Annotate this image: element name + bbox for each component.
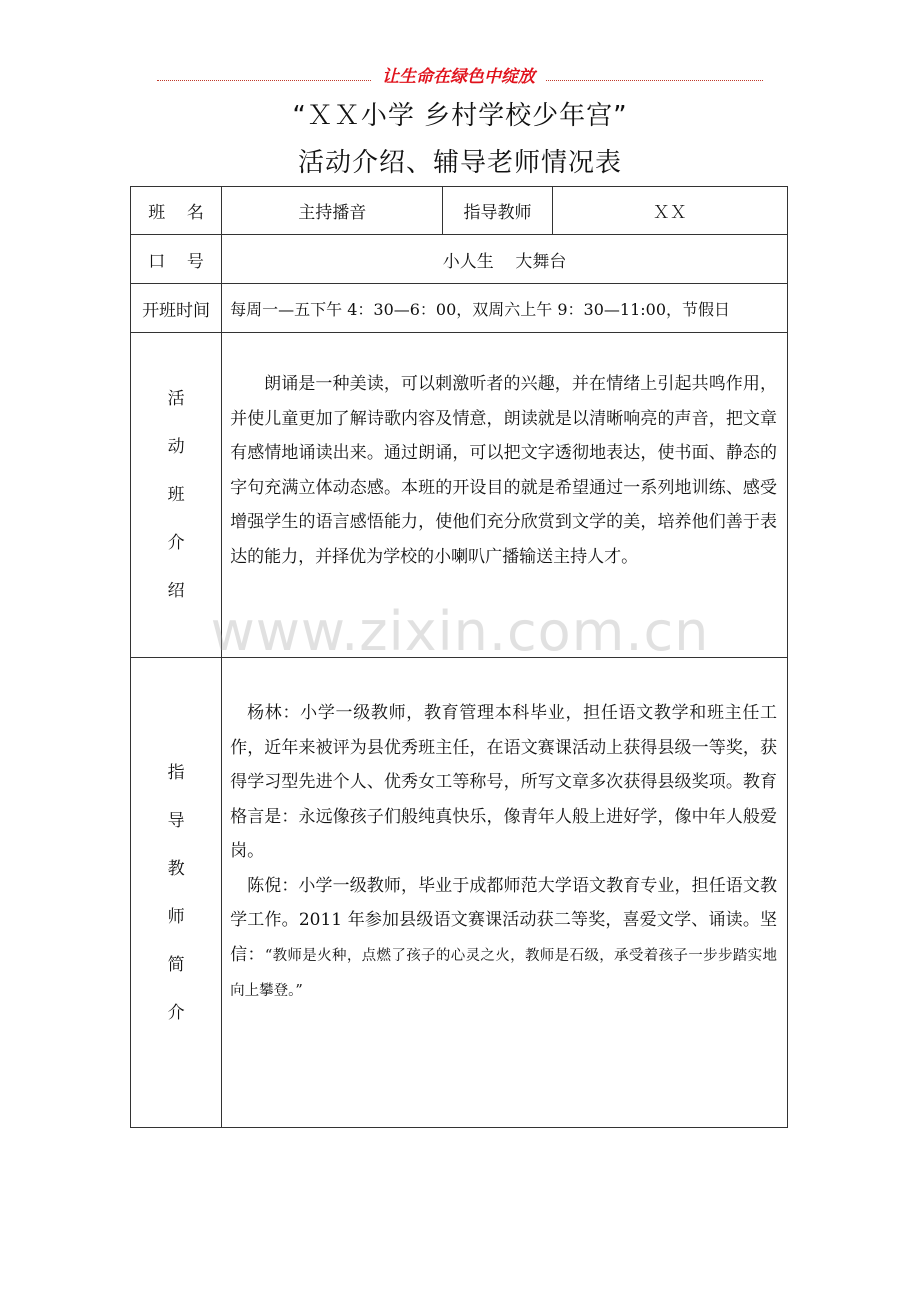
row-activity-intro (131, 333, 788, 658)
row-slogan (131, 235, 788, 284)
watermark: www.zixin.com.cn (210, 600, 710, 663)
class-name-label: 班 名 (131, 187, 222, 235)
schedule-label: 开班时间 (131, 284, 222, 333)
activity-intro-label (131, 333, 222, 658)
activity-intro-label-char: 班 (167, 485, 185, 505)
teacher-intro-label-char: 导 (167, 810, 185, 831)
teacher-bio-yanglin: 杨林：小学一级教师，教育管理本科毕业，担任语文教学和班主任工作，近年来被评为县优秀班主任，在语文赛课活动上获得县级一等奖，获得学习型先进个人、优秀女工等称号，所写文章多次获得县级奖项。教育格言是：永远像孩子们般纯真快乐，像青年人般上进好学，像中年人般爱岗。 (230, 703, 777, 861)
teacher-value: ＸＸ (552, 187, 787, 235)
teacher-label: 指导教师 (443, 187, 552, 235)
activity-intro-text: 朗诵是一种美读，可以刺激听者的兴趣，并在情绪上引起共鸣作用，并使儿童更加了解诗歌内容及情意，朗读就是以清晰响亮的声音，把文章有感情地诵读出来。通过朗诵，可以把文字透彻地表达，使书面、静态的字句充满立体动态感。本班的开设目的就是希望通过一系列地训练、感受增强学生的语言感悟能力，使他们充分欣赏到文学的美，培养他们善于表达的能力，并择优为学校的小喇叭广播输送主持人才。 (222, 333, 788, 658)
activity-intro-label-char: 活 (167, 389, 185, 409)
activity-info-table (130, 186, 788, 1128)
teacher-bio-chenni-quote: “教师是火种，点燃了孩子的心灵之火，教师是石级，承受着孩子一步步踏实地向上攀登。” (230, 947, 777, 999)
teacher-intro-label-char: 师 (167, 906, 185, 927)
activity-intro-label-char: 绍 (167, 581, 185, 601)
slogan-value: 小人生 大舞台 (222, 235, 788, 284)
header-motto: 让生命在绿色中绽放 (372, 66, 545, 88)
row-schedule (131, 284, 788, 333)
teacher-bio-chenni (230, 869, 777, 1009)
activity-intro-label-char: 介 (167, 533, 185, 553)
teacher-intro-label-char: 教 (167, 858, 185, 879)
teacher-intro-label-char: 指 (167, 762, 185, 783)
class-name-value: 主持播音 (222, 187, 443, 235)
row-class-name (131, 187, 788, 235)
teacher-intro-label-char: 简 (167, 954, 185, 975)
teacher-bio-chenni-text: 陈倪：小学一级教师，毕业于成都师范大学语文教育专业，担任语文教学工作。2011 年参加县级语文赛课活动获二等奖，喜爱文学、诵读。坚信： (230, 875, 777, 965)
activity-intro-label-char: 动 (167, 437, 185, 457)
teacher-intro-label-char: 介 (167, 1002, 185, 1023)
schedule-value: 每周一—五下午 4：30—6：00，双周六上午 9：30—11:00，节假日 (222, 284, 788, 333)
row-teacher-intro (131, 658, 788, 1128)
teacher-intro-label (131, 658, 222, 1128)
teacher-intro-text (222, 658, 788, 1128)
slogan-label: 口 号 (131, 235, 222, 284)
document-subtitle: 活动介绍、辅导老师情况表 (297, 148, 622, 178)
document-title: “ＸＸ小学 乡村学校少年宫” (292, 101, 628, 131)
